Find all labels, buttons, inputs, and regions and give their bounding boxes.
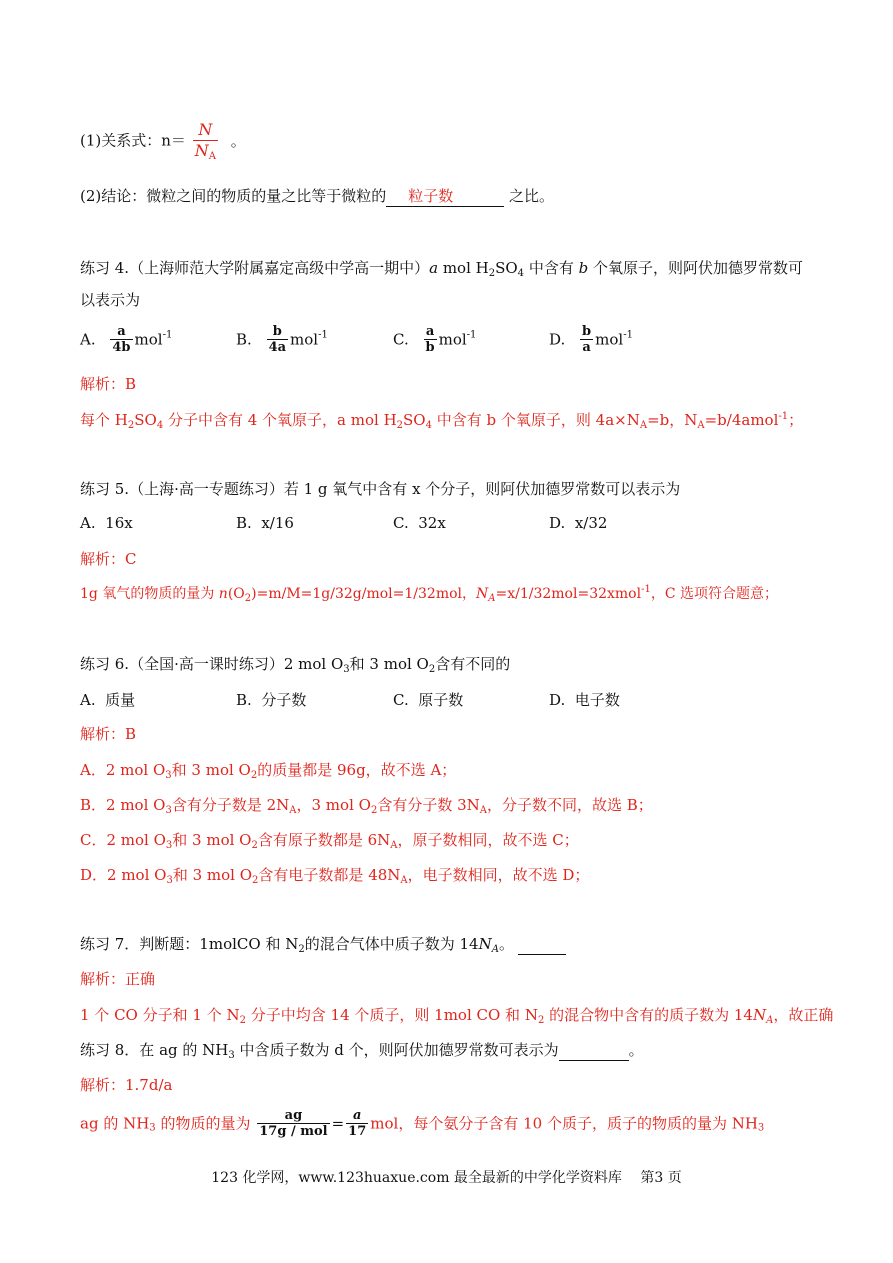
ex8-explanation: ag 的 $NH_3$ 的物质的量为 ag 17g / mol = $\frac{a}{17}$ mol，每个氨分子含有 10 个质子，质子的物质的量为 $NH_3$ [80,1108,765,1139]
ex7-answer: 解析：正确 [80,970,156,988]
ex7-explanation: 1 个 CO 分子和 1 个 $N_2$ 分子中均含 14 个质子，则 1mol CO 和 $N_2$ 的混合物中含有的质子数为 $14N_A$，故正确 [80,1006,834,1026]
ex5-explanation: 1g 氧气的物质的量为 $n(O_2)=m/M=1g/32g/mol=1/32mol$，$N_A=x/1/32mol=32xmol^{-1}$，C 选项符合题意； [80,584,779,604]
relation-fraction: $\frac{N}{N_A}$ [194,120,216,162]
ex4-question: 练习 4.（上海师范大学附属嘉定高级中学高一期中）a mol $H_2SO_4$ 中含有 b 个氧原子，则阿伏加德罗常数可 [80,259,803,279]
conclusion-fill: 粒子数 [386,186,504,207]
ex4-explanation: 每个 $H_2SO_4$ 分子中含有 4 个氧原子，a mol $H_2SO_4$ 中含有 b 个氧原子，则 $4a\times N_A=b$，$N_A=b/4amol^{-1}$； [80,411,804,431]
conclusion-line: (2)结论：微粒之间的物质的量之比等于微粒的 粒子数 之比。 [80,187,555,205]
ex4-option-d: D. $\frac{b}{a}$ mol$^{-1}$ [549,324,633,355]
ex6-explanation-c: C．2 mol $O_3$和 3 mol $O_2$含有原子数都是 $6N_A$，原子数相同，故不选 C； [80,831,579,851]
ex8-answer: 解析：1.7d/a [80,1076,173,1094]
ex8-answer-blank[interactable] [559,1040,629,1061]
ex5-option-b: B. x/16 [236,514,294,532]
ex6-answer: 解析：B [80,725,137,743]
ex6-option-d: D. 电子数 [549,691,620,709]
ex8-fraction-ag: ag 17g / mol [259,1108,328,1139]
ex5-option-a: A. 16x [80,514,133,532]
ex6-question: 练习 6.（全国·高一课时练习）2 mol $O_3$和 3 mol $O_2$含有不同的 [80,655,511,675]
ex5-question: 练习 5.（上海·高一专题练习）若 1 g 氧气中含有 x 个分子，则阿伏加德罗常数可以表示为 [80,480,681,498]
page-footer: 123 化学网，www.123huaxue.com 最全最新的中学化学资料库 第3 页 [211,1170,682,1186]
relation-numerator: N [198,120,213,139]
ex5-option-c: C. 32x [393,514,446,532]
ex6-option-c: C. 原子数 [393,691,464,709]
ex6-explanation-d: D．2 mol $O_3$和 3 mol $O_2$含有电子数都是 $48N_A$，电子数相同，故不选 D； [80,866,590,886]
ex4-option-a: A. $\frac{a}{4b}$ mol$^{-1}$ [80,324,173,355]
ex4-option-b: B. $\frac{b}{4a}$ mol$^{-1}$ [236,324,328,355]
relation-denominator: N [194,141,209,160]
ex7-answer-blank[interactable] [518,934,566,955]
ex8-question: 练习 8．在 ag 的 $NH_3$ 中含质子数为 d 个，则阿伏加德罗常数可表示为 。 [80,1041,644,1061]
relation-line: (1)关系式：n＝ $\frac{N}{N_A}$ 。 [80,120,246,162]
ex6-explanation-a: A．2 mol $O_3$和 3 mol $O_2$的质量都是 96g，故不选 A； [80,761,457,781]
ex4-question-cont: 以表示为 [80,291,141,309]
ex6-explanation-b: B．2 mol $O_3$含有分子数是 $2N_A$，3 mol $O_2$含有分子数 $3N_A$，分子数不同，故选 B； [80,796,653,816]
ex6-option-a: A. 质量 [80,691,136,709]
ex4-answer: 解析：B [80,375,137,393]
ex7-question: 练习 7．判断题：1molCO 和 $N_2$的混合气体中质子数为 $14N_A$。 [80,934,566,955]
ex6-option-b: B. 分子数 [236,691,307,709]
relation-prefix: (1)关系式：n＝ [80,131,186,150]
ex5-answer: 解析：C [80,550,137,568]
ex4-option-c: C. $\frac{a}{b}$ mol$^{-1}$ [393,324,477,355]
ex5-option-d: D. x/32 [549,514,608,532]
ex8-fraction-a17: $\frac{a}{17}$ [348,1108,367,1139]
